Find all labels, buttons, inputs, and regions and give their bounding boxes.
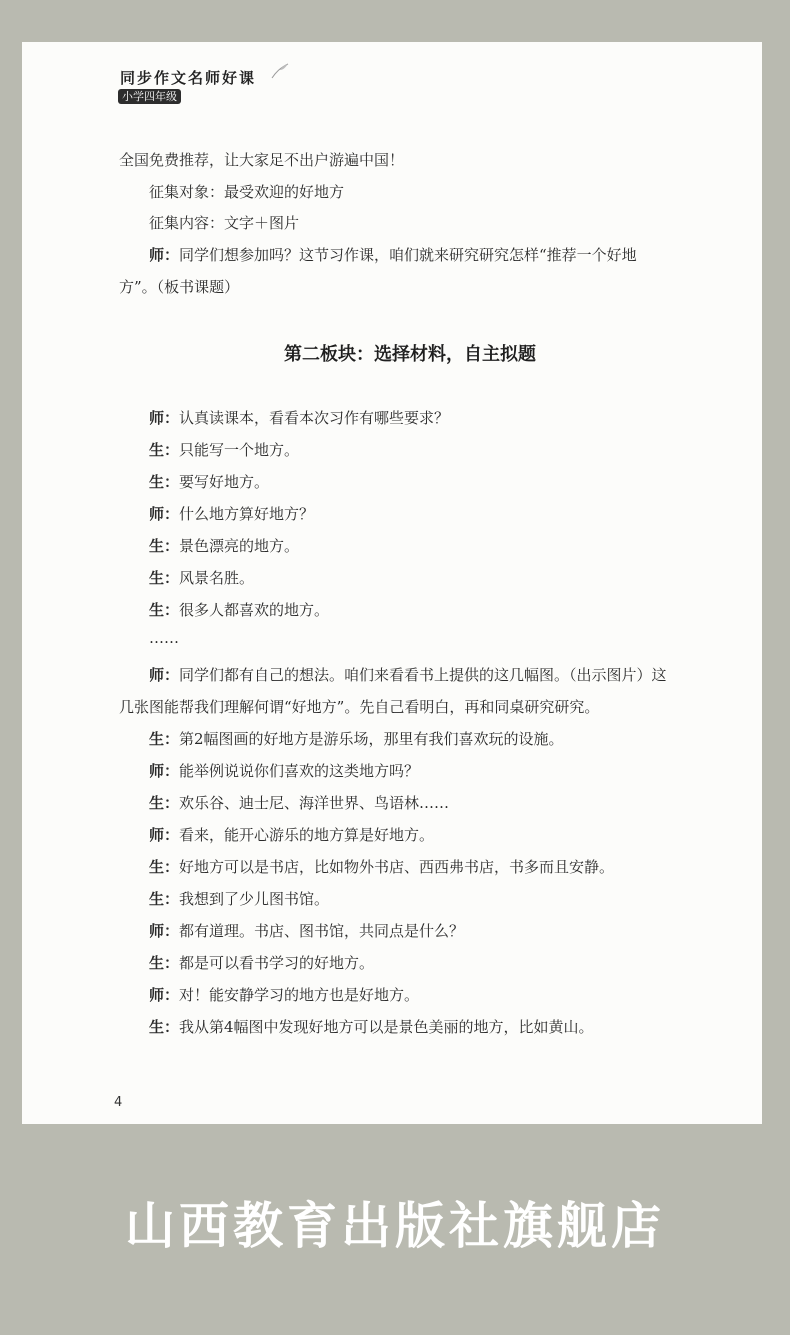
dialogue-text: 要写好地方。 xyxy=(179,473,270,491)
dialogue-line xyxy=(149,599,329,620)
dialogue-line xyxy=(149,856,614,877)
dialogue-text: 认真读课本，看看本次习作有哪些要求？ xyxy=(179,409,450,427)
speaker-label: 师： xyxy=(149,762,180,780)
grade-badge: 小学四年级 xyxy=(118,89,181,104)
speaker-label: 生： xyxy=(149,794,180,812)
dialogue-line xyxy=(149,1016,594,1037)
dialogue-text: 对！能安静学习的地方也是好地方。 xyxy=(179,986,420,1004)
speaker-label: 师： xyxy=(149,409,180,427)
speaker-label: 师： xyxy=(149,505,180,523)
dialogue-line xyxy=(149,760,419,781)
speaker-label: 师： xyxy=(149,986,180,1004)
dialogue-text: 我从第4幅图中发现好地方可以是景色美丽的地方，比如黄山。 xyxy=(179,1018,594,1036)
dialogue-line xyxy=(149,984,419,1005)
dialogue-line xyxy=(149,792,449,813)
dialogue-text: 都有道理。书店、图书馆，共同点是什么？ xyxy=(179,922,465,940)
dialogue-text: 同学们想参加吗？这节习作课，咱们就来研究研究怎样“推荐一个好地 xyxy=(179,246,637,264)
dialogue-line xyxy=(149,728,564,749)
dialogue-line xyxy=(149,407,449,428)
speaker-label: 师： xyxy=(149,826,180,844)
intro-line: 全国免费推荐，让大家足不出户游遍中国！ xyxy=(119,151,405,169)
dialogue-text: 什么地方算好地方？ xyxy=(179,505,315,523)
intro-line: 征集对象：最受欢迎的好地方 xyxy=(149,183,345,201)
dialogue-line-continuation: 方”。（板书课题） xyxy=(119,278,240,296)
speaker-label: 生： xyxy=(149,730,180,748)
speaker-label: 生： xyxy=(149,858,180,876)
dialogue-text: 风景名胜。 xyxy=(179,569,255,587)
dialogue-line xyxy=(149,664,667,685)
leaf-decoration-icon xyxy=(270,62,290,80)
book-page xyxy=(22,42,762,1124)
dialogue-line xyxy=(149,888,329,909)
dialogue-text: 同学们都有自己的想法。咱们来看看书上提供的这几幅图。（出示图片）这 xyxy=(179,666,667,684)
speaker-label: 师： xyxy=(149,922,180,940)
dialogue-text: 都是可以看书学习的好地方。 xyxy=(179,954,375,972)
section-heading: 第二板块：选择材料，自主拟题 xyxy=(284,344,536,365)
speaker-label: 生： xyxy=(149,473,180,491)
dialogue-line xyxy=(149,920,464,941)
dialogue-line xyxy=(149,567,254,588)
dialogue-text: 我想到了少儿图书馆。 xyxy=(179,890,330,908)
speaker-label: 生： xyxy=(149,569,180,587)
dialogue-line xyxy=(149,952,374,973)
speaker-label: 生： xyxy=(149,441,180,459)
store-watermark: 山西教育出版社旗舰店 xyxy=(125,1197,665,1255)
intro-line: 征集内容：文字＋图片 xyxy=(149,214,300,232)
speaker-label: 生： xyxy=(149,601,180,619)
dialogue-text: 能举例说说你们喜欢的这类地方吗？ xyxy=(179,762,420,780)
speaker-label: 师： xyxy=(149,666,180,684)
speaker-label: 生： xyxy=(149,890,180,908)
dialogue-line xyxy=(149,824,434,845)
dialogue-line xyxy=(149,471,269,492)
dialogue-line xyxy=(149,244,637,265)
dialogue-text: 看来，能开心游乐的地方算是好地方。 xyxy=(179,826,435,844)
speaker-label: 生： xyxy=(149,1018,180,1036)
dialogue-text: 好地方可以是书店，比如物外书店、西西弗书店，书多而且安静。 xyxy=(179,858,615,876)
dialogue-line xyxy=(149,535,299,556)
speaker-label: 师： xyxy=(149,246,180,264)
ellipsis: …… xyxy=(149,629,179,647)
dialogue-text: 很多人都喜欢的地方。 xyxy=(179,601,330,619)
dialogue-text: 景色漂亮的地方。 xyxy=(179,537,300,555)
dialogue-line xyxy=(149,503,314,524)
dialogue-line-continuation: 几张图能帮我们理解何谓“好地方”。先自己看明白，再和同桌研究研究。 xyxy=(119,698,600,716)
dialogue-text: 只能写一个地方。 xyxy=(179,441,300,459)
dialogue-text: 欢乐谷、迪士尼、海洋世界、鸟语林…… xyxy=(179,794,450,812)
series-title: 同步作文名师好课 xyxy=(120,69,257,87)
page-number: 4 xyxy=(114,1095,123,1110)
speaker-label: 生： xyxy=(149,954,180,972)
speaker-label: 生： xyxy=(149,537,180,555)
dialogue-text: 第2幅图画的好地方是游乐场，那里有我们喜欢玩的设施。 xyxy=(179,730,564,748)
dialogue-line xyxy=(149,439,299,460)
